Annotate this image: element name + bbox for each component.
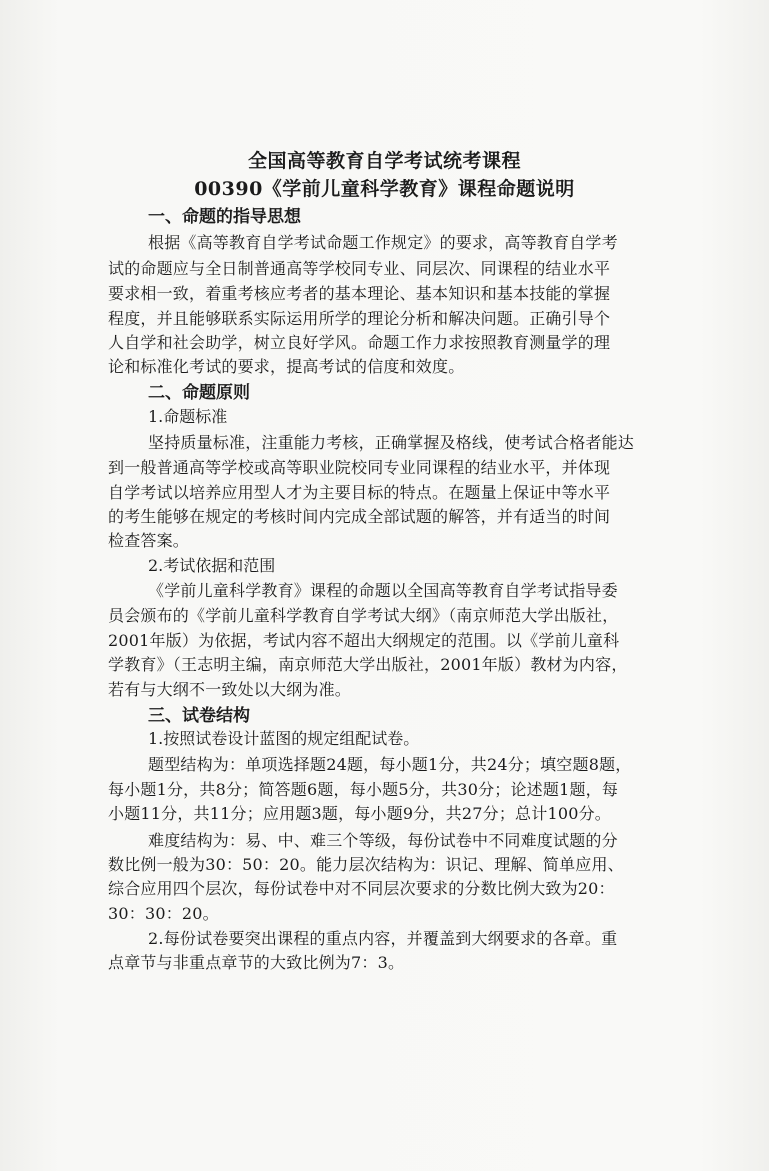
paragraph-line: 2.每份试卷要突出课程的重点内容，并覆盖到大纲要求的各章。重	[148, 929, 618, 948]
paragraph-line: 学教育》（王志明主编，南京师范大学出版社，2001年版）教材为内容，	[108, 655, 628, 674]
section-2-heading: 二、命题原则	[148, 383, 250, 403]
paragraph-line: 小题11分，共11分；应用题3题，每小题9分，共27分；总计100分。	[108, 804, 611, 823]
paragraph-line: 要求相一致，着重考核应考者的基本理论、基本知识和基本技能的掌握	[108, 284, 611, 303]
paragraph-line: 综合应用四个层次，每份试卷中对不同层次要求的分数比例大致为20：	[108, 879, 615, 898]
paragraph-line: 根据《高等教育自学考试命题工作规定》的要求，高等教育自学考	[148, 233, 618, 252]
paragraph-line: 30：30：20。	[108, 904, 219, 923]
paragraph-line: 每小题1分，共8分；简答题6题，每小题5分，共30分；论述题1题，每	[108, 780, 619, 799]
paragraph-line: 难度结构为：易、中、难三个等级，每份试卷中不同难度试题的分	[148, 831, 618, 850]
paragraph-line: 到一般普通高等学校或高等职业院校同专业同课程的结业水平，并体现	[108, 458, 611, 477]
paragraph-line: 检查答案。	[108, 531, 190, 550]
paragraph-line: 自学考试以培养应用型人才为主要目标的特点。在题量上保证中等水平	[108, 483, 611, 502]
paragraph-line: 坚持质量标准，注重能力考核，正确掌握及格线，使考试合格者能达	[148, 433, 635, 452]
subsection-3-1-title: 1.按照试卷设计蓝图的规定组配试卷。	[148, 729, 420, 748]
subsection-2-1-title: 1.命题标准	[148, 407, 228, 426]
paragraph-line: 员会颁布的《学前儿童科学教育自学考试大纲》（南京师范大学出版社，	[108, 606, 619, 625]
paragraph-line: 《学前儿童科学教育》课程的命题以全国高等教育自学考试指导委	[148, 581, 618, 600]
paragraph-line: 的考生能够在规定的考核时间内完成全部试题的解答，并有适当的时间	[108, 507, 611, 526]
paragraph-line: 点章节与非重点章节的大致比例为7：3。	[108, 953, 405, 972]
paragraph-line: 数比例一般为30：50：20。能力层次结构为：识记、理解、简单应用、	[108, 855, 624, 874]
document-title-line-1: 全国高等教育自学考试统考课程	[247, 150, 521, 172]
document-title-line-2: 00390《学前儿童科学教育》课程命题说明	[194, 178, 575, 200]
paragraph-line: 试的命题应与全日制普通高等学校同专业、同层次、同课程的结业水平	[108, 259, 611, 278]
paragraph-line: 人自学和社会助学，树立良好学风。命题工作力求按照教育测量学的理	[108, 333, 611, 352]
paragraph-line: 若有与大纲不一致处以大纲为准。	[108, 680, 352, 699]
subsection-2-2-title: 2.考试依据和范围	[148, 556, 276, 575]
section-3-heading: 三、试卷结构	[148, 706, 250, 726]
paragraph-line: 论和标准化考试的要求，提高考试的信度和效度。	[108, 357, 465, 376]
paragraph-line: 程度，并且能够联系实际运用所学的理论分析和解决问题。正确引导个	[108, 309, 611, 328]
paragraph-line: 题型结构为：单项选择题24题，每小题1分，共24分；填空题8题，	[148, 755, 632, 774]
paragraph-line: 2001年版）为依据，考试内容不超出大纲规定的范围。以《学前儿童科	[108, 631, 620, 650]
section-1-heading: 一、命题的指导思想	[148, 207, 301, 227]
